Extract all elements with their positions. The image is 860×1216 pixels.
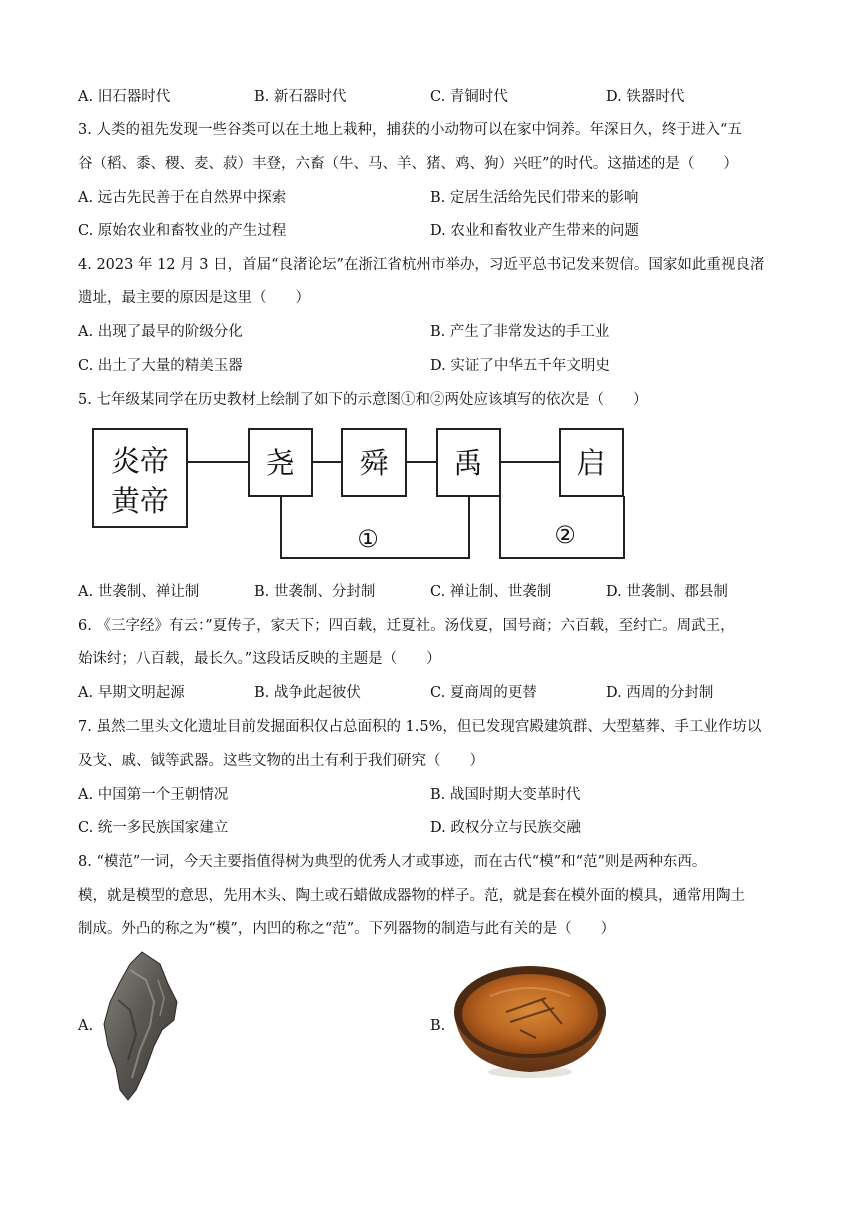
q3-option-d[interactable]: D. 农业和畜牧业产生带来的问题: [430, 223, 639, 239]
q4-option-c[interactable]: C. 出土了大量的精美玉器: [78, 358, 243, 374]
q6-stem-line1: 6. 《三字经》有云：”夏传子，家天下；四百载，迁夏社。汤伐夏，国号商；六百载，至纣亡。周武王，: [78, 618, 735, 634]
q8-stem-line2: 模，就是模型的意思，先用木头、陶土或石蜡做成器物的样子。范，就是套在模外面的模具，通常用陶土: [78, 888, 745, 904]
q8-option-b-label[interactable]: B.: [430, 1018, 446, 1034]
q5-option-a[interactable]: A. 世袭制、禅让制: [78, 584, 200, 600]
q8-stem-line3: 制成。外凸的称之为“模”，内凹的称之“范”。下列器物的制造与此有关的是（ ）: [78, 921, 616, 937]
q4-stem-line1: 4. 2023 年 12 月 3 日，首届“良渚论坛”在浙江省杭州市举办，习近平总书记发来贺信。国家如此重视良渚: [78, 257, 765, 273]
q7-stem-line1: 7. 虽然二里头文化遗址目前发掘面积仅占总面积的 1.5%，但已发现宫殿建筑群、大型墓葬、手工业作坊以: [78, 719, 762, 735]
q7-option-a[interactable]: A. 中国第一个王朝情况: [78, 787, 229, 803]
q4-option-a[interactable]: A. 出现了最早的阶级分化: [78, 324, 243, 340]
pottery-bowl-image[interactable]: [450, 960, 610, 1086]
q4-option-b[interactable]: B. 产生了非常发达的手工业: [430, 324, 610, 340]
q3-option-b[interactable]: B. 定居生活给先民们带来的影响: [430, 190, 639, 206]
q4-option-d[interactable]: D. 实证了中华五千年文明史: [430, 358, 610, 374]
diagram-label-yan: 炎帝: [110, 444, 170, 478]
q8-stem-line1: 8. “模范”一词，今天主要指值得树为典型的优秀人才或事迹，而在古代“模”和“范”则是两种东西。: [78, 854, 707, 870]
diagram-label-yao: 尧: [265, 446, 295, 480]
stone-tool-image[interactable]: [102, 950, 180, 1102]
q5-option-d[interactable]: D. 世袭制、郡县制: [606, 584, 728, 600]
q3-stem-line2: 谷（稻、黍、稷、麦、菽）丰登，六畜（牛、马、羊、猪、鸡、狗）兴旺”的时代。这描述的是（ ）: [78, 156, 738, 172]
q5-option-b[interactable]: B. 世袭制、分封制: [254, 584, 376, 600]
q7-option-d[interactable]: D. 政权分立与民族交融: [430, 820, 581, 836]
q6-stem-line2: 始诛纣；八百载，最长久。”这段话反映的主题是（ ）: [78, 651, 441, 667]
diagram-mark-2: ②: [554, 521, 576, 549]
q4-stem-line2: 遗址，最主要的原因是这里（ ）: [78, 290, 310, 306]
diagram-label-huang: 黄帝: [110, 484, 170, 518]
q2-option-a[interactable]: A. 旧石器时代: [78, 89, 171, 105]
q3-option-a[interactable]: A. 远古先民善于在自然界中探索: [78, 190, 287, 206]
diagram-label-yu: 禹: [453, 446, 483, 480]
q7-option-c[interactable]: C. 统一多民族国家建立: [78, 820, 229, 836]
q2-option-d[interactable]: D. 铁器时代: [606, 89, 685, 105]
diagram-mark-1: ①: [357, 525, 379, 553]
q5-option-c[interactable]: C. 禅让制、世袭制: [430, 584, 552, 600]
q7-stem-line2: 及戈、戚、钺等武器。这些文物的出土有利于我们研究（ ）: [78, 753, 484, 769]
diagram-label-shun: 舜: [359, 446, 389, 480]
q7-option-b[interactable]: B. 战国时期大变革时代: [430, 787, 581, 803]
q3-option-c[interactable]: C. 原始农业和畜牧业的产生过程: [78, 223, 287, 239]
q6-option-a[interactable]: A. 早期文明起源: [78, 685, 185, 701]
q3-stem-line1: 3. 人类的祖先发现一些谷类可以在土地上栽种，捕获的小动物可以在家中饲养。年深日久，终于进入“五: [78, 122, 742, 138]
q6-option-b[interactable]: B. 战争此起彼伏: [254, 685, 361, 701]
q2-option-b[interactable]: B. 新石器时代: [254, 89, 347, 105]
q6-option-c[interactable]: C. 夏商周的更替: [430, 685, 537, 701]
succession-diagram: [88, 424, 648, 564]
diagram-label-qi: 启: [576, 446, 606, 480]
q2-option-c[interactable]: C. 青铜时代: [430, 89, 508, 105]
q6-option-d[interactable]: D. 西周的分封制: [606, 685, 714, 701]
q5-stem: 5. 七年级某同学在历史教材上绘制了如下的示意图①和②两处应该填写的依次是（ ）: [78, 392, 648, 408]
q8-option-a-label[interactable]: A.: [78, 1018, 94, 1034]
